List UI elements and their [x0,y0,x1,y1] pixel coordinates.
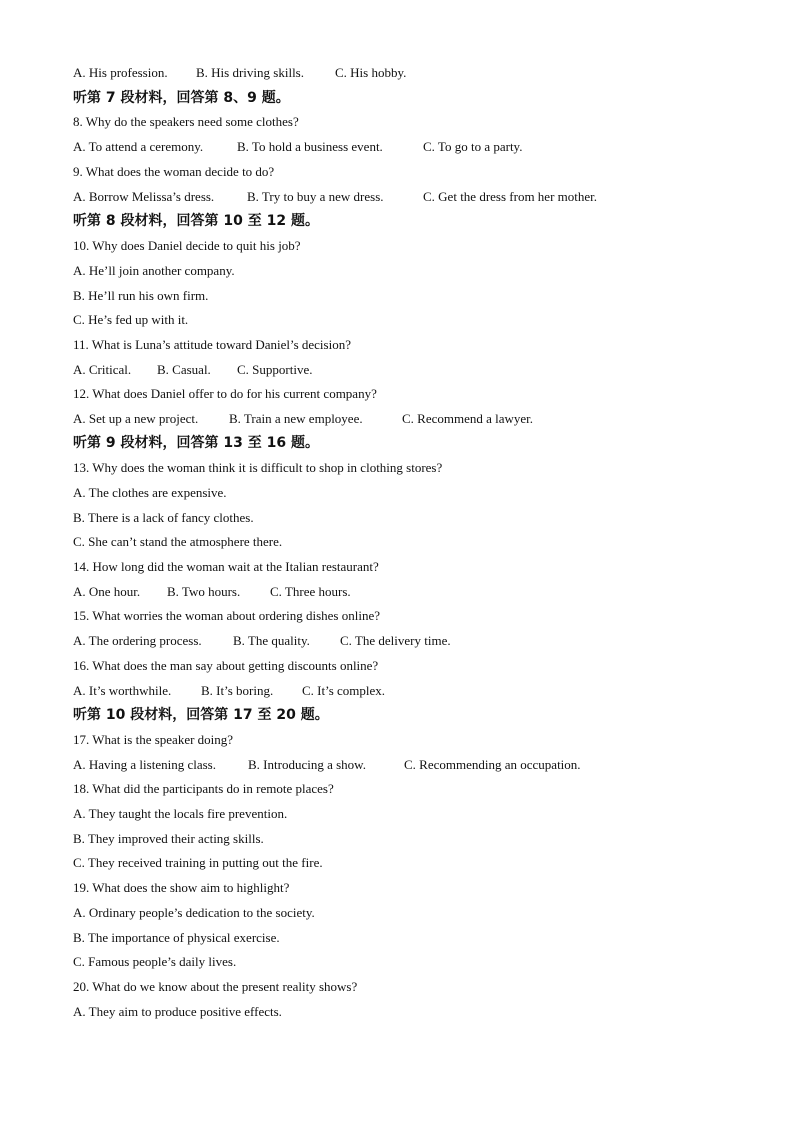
answer-option: B. To hold a business event. [237,139,383,154]
question-text: 10. Why does Daniel decide to quit his job? [73,238,301,253]
answer-option: A. They aim to produce positive effects. [73,1004,282,1019]
section-heading: 听第 8 段材料，回答第 10 至 12 题。 [73,213,319,229]
answer-option: C. His hobby. [335,65,407,80]
question-text: 19. What does the show aim to highlight? [73,880,290,895]
answer-option: A. His profession. [73,65,168,80]
answer-option: A. One hour. [73,584,141,599]
answer-option: B. Introducing a show. [248,757,366,772]
answer-option: A. Critical. [73,362,132,377]
question-text: 9. What does the woman decide to do? [73,164,275,179]
answer-option: B. Try to buy a new dress. [247,189,384,204]
section-heading: 听第 10 段材料，回答第 17 至 20 题。 [73,707,329,723]
answer-option: B. He’ll run his own firm. [73,288,209,303]
answer-option: C. They received training in putting out the fire. [73,855,323,870]
question-text: 13. Why does the woman think it is difficult to shop in clothing stores? [73,460,443,475]
answer-option: C. She can’t stand the atmosphere there. [73,534,283,549]
answer-option: A. Borrow Melissa’s dress. [73,189,215,204]
question-text: 16. What does the man say about getting discounts online? [73,658,379,673]
answer-option: B. There is a lack of fancy clothes. [73,510,254,525]
answer-option: B. His driving skills. [196,65,304,80]
answer-option: C. Recommending an occupation. [404,757,581,772]
section-heading: 听第 7 段材料，回答第 8、9 题。 [73,90,290,106]
answer-option: C. He’s fed up with it. [73,312,189,327]
answer-option: B. They improved their acting skills. [73,831,264,846]
answer-option: A. It’s worthwhile. [73,683,172,698]
answer-option: B. Train a new employee. [229,411,363,426]
question-text: 8. Why do the speakers need some clothes? [73,114,299,129]
answer-option: B. The importance of physical exercise. [73,930,280,945]
answer-option: C. Three hours. [270,584,351,599]
question-text: 15. What worries the woman about ordering dishes online? [73,608,380,623]
answer-option: C. It’s complex. [302,683,386,698]
question-text: 17. What is the speaker doing? [73,732,234,747]
section-heading: 听第 9 段材料，回答第 13 至 16 题。 [73,435,319,451]
question-text: 11. What is Luna’s attitude toward Daniel’s decision? [73,337,351,352]
answer-option: C. Famous people’s daily lives. [73,954,237,969]
answer-option: A. To attend a ceremony. [73,139,204,154]
question-text: 18. What did the participants do in remote places? [73,781,334,796]
answer-option: A. They taught the locals fire prevention. [73,806,288,821]
answer-option: C. Supportive. [237,362,313,377]
answer-option: A. The clothes are expensive. [73,485,227,500]
question-text: 20. What do we know about the present reality shows? [73,979,358,994]
answer-option: B. The quality. [233,633,310,648]
answer-option: A. Set up a new project. [73,411,199,426]
question-text: 12. What does Daniel offer to do for his current company? [73,386,377,401]
answer-option: C. Recommend a lawyer. [402,411,534,426]
question-text: 14. How long did the woman wait at the Italian restaurant? [73,559,379,574]
answer-option: C. To go to a party. [423,139,523,154]
answer-option: C. Get the dress from her mother. [423,189,598,204]
answer-option: A. The ordering process. [73,633,202,648]
answer-option: A. Having a listening class. [73,757,216,772]
answer-option: B. Two hours. [167,584,241,599]
answer-option: B. Casual. [157,362,211,377]
answer-option: C. The delivery time. [340,633,451,648]
answer-option: B. It’s boring. [201,683,274,698]
answer-option: A. Ordinary people’s dedication to the society. [73,905,315,920]
answer-option: A. He’ll join another company. [73,263,235,278]
